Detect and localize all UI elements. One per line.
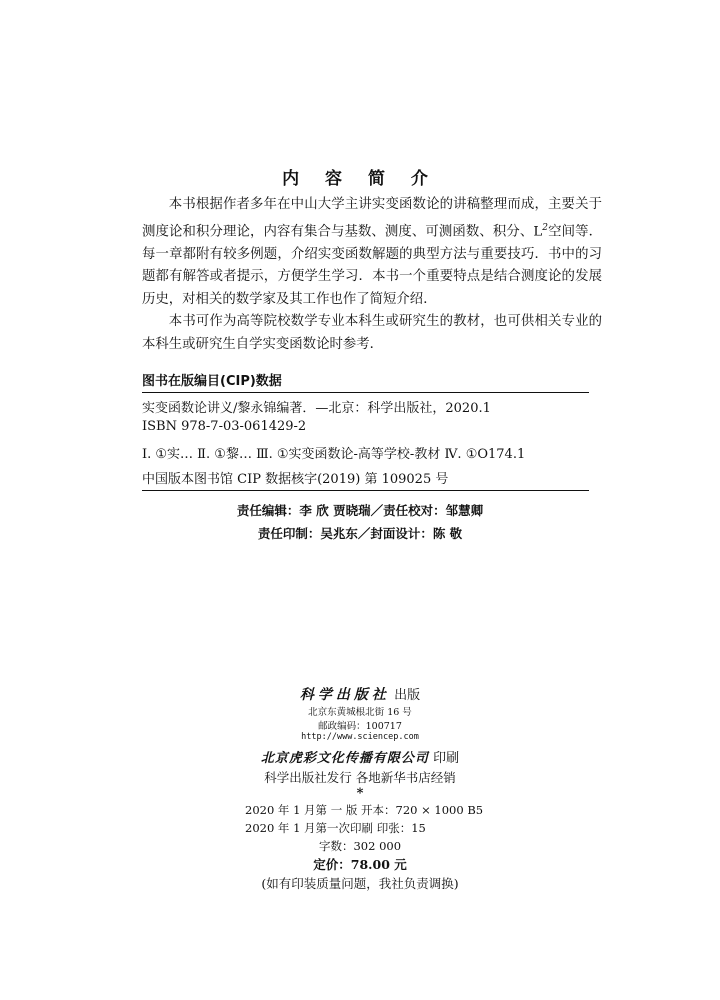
publisher-logo-text: 科学出版社: [299, 687, 390, 703]
publisher-address: 北京东黄城根北街 16 号: [308, 707, 412, 718]
publisher-line: [0, 684, 720, 704]
cip-line-title: 实变函数论讲义/黎永锦编著．—北京：科学出版社，2020.1: [142, 401, 491, 416]
edition-line: 2020 年 1 月第 一 版 开本：720 × 1000 B5: [245, 803, 484, 817]
intro-paragraph-1: [142, 194, 602, 311]
intro-paragraph-1-text-cont: 空间等．每一章都附有较多例题，介绍实变函数解题的典型方法与重要技巧．书中的习题都有解答或者提示，方便学生学习．本书一个重要特点是结合测度论的发展历史，对相关的数学家及其工作也作了简短介绍．: [142, 224, 603, 307]
printer-line: [0, 747, 720, 766]
cip-line-isbn: ISBN 978-7-03-061429-2: [142, 419, 307, 434]
editors-line-1: 责任编辑：李 欣 贾晓瑞／责任校对：邹慧卿: [236, 503, 484, 518]
separator-star: *: [356, 786, 364, 801]
publisher-suffix: 出版: [394, 688, 421, 703]
distribution-line: 科学出版社发行 各地新华书店经销: [264, 770, 456, 785]
intro-paragraph-1-text: 本书根据作者多年在中山大学主讲实变函数论的讲稿整理而成，主要关于测度论和积分理论，内容有集合与基数、测度、可测函数、积分、L: [142, 197, 602, 240]
cip-line-classification: Ⅰ. ①实… Ⅱ. ①黎… Ⅲ. ①实变函数论-高等学校-教材 Ⅳ. ①O174.1: [142, 447, 526, 462]
cip-rule-top: [142, 392, 589, 393]
superscript-two: 2: [542, 222, 549, 233]
quality-note: (如有印装质量问题，我社负责调换): [261, 876, 459, 891]
word-count: 字数：302 000: [318, 839, 402, 853]
intro-title: 内 容 简 介: [282, 169, 438, 189]
cip-rule-bottom: [142, 490, 589, 491]
intro-body: [142, 194, 602, 357]
publisher-postcode: 邮政编码：100717: [318, 721, 402, 732]
publisher-url: http://www.sciencep.com: [301, 732, 419, 742]
cip-line-record-number: 中国版本图书馆 CIP 数据核字(2019) 第 109025 号: [142, 472, 449, 487]
intro-paragraph-2: 本书可作为高等院校数学专业本科生或研究生的教材，也可供相关专业的本科生或研究生自学实变函数论时参考．: [142, 314, 602, 353]
printing-line: 2020 年 1 月第一次印刷 印张：15: [245, 821, 426, 835]
printer-name: 北京虎彩文化传播有限公司: [260, 751, 429, 766]
printer-suffix: 印刷: [433, 751, 460, 766]
price: 定价：78.00 元: [313, 857, 407, 872]
cip-title: 图书在版编目(CIP)数据: [142, 374, 282, 389]
editors-line-2: 责任印制：吴兆东／封面设计：陈 敬: [257, 526, 463, 541]
